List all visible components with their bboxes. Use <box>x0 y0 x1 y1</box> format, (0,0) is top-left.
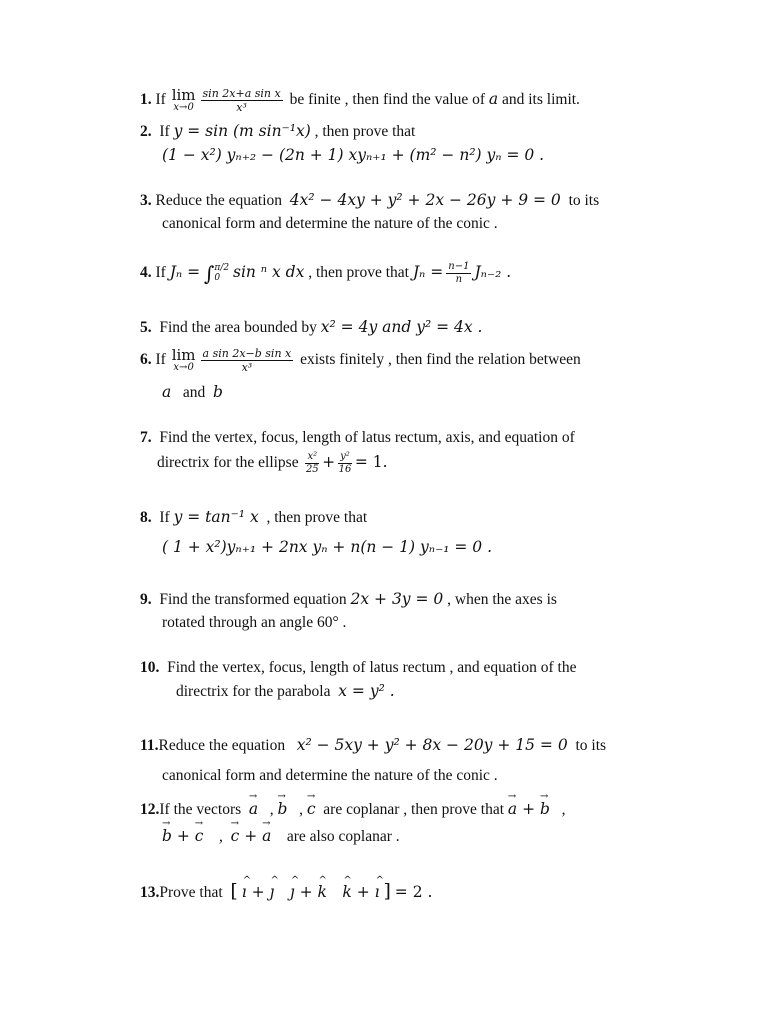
question-text: to its <box>575 737 607 754</box>
question-text: exists finitely , then find the relation between <box>300 351 581 369</box>
question-3 <box>140 193 599 209</box>
question-text: If <box>155 91 166 109</box>
question-number: 12. <box>140 801 160 818</box>
vector-a: → a <box>249 802 258 818</box>
math-expression: 4x² − 4xy + y² + 2x − 26y + 9 = 0 <box>289 191 561 209</box>
question-4 <box>140 262 511 285</box>
question-text: , then prove that <box>308 264 409 282</box>
question-text: directrix for the ellipse <box>157 454 299 472</box>
question-number: 3. <box>140 192 152 209</box>
unit-vector-k: ^ k <box>342 885 351 901</box>
question-6-line2 <box>162 385 223 401</box>
fraction: $\frac{\text{sin 2x+a sin x}}{\text{x³}}$ <box>202 87 281 114</box>
limit-expression: lim x→0 <box>171 346 196 373</box>
question-2 <box>140 124 415 140</box>
question-text: and its limit. <box>502 91 580 109</box>
question-text: be finite , then find the value of <box>289 91 485 109</box>
question-2-equation: (1 − x²) yₙ₊₂ − (2n + 1) xyₙ₊₁ + (m² − n²) yₙ = 0 . <box>162 146 545 164</box>
question-number: 6. <box>140 351 152 369</box>
question-1 <box>140 88 580 113</box>
question-7 <box>140 430 575 446</box>
question-text: , when the axes is <box>447 591 557 608</box>
question-text: and <box>182 384 206 401</box>
math-expression: y = sin (m sin⁻¹x) <box>173 122 311 140</box>
question-text: to its <box>568 192 600 209</box>
question-12: 12.If the vectors → a , → b , → c are coplanar , then prove that → a + → b , <box>140 802 565 818</box>
unit-vector-i: ^ ı <box>375 885 380 901</box>
vector-c: → c <box>231 829 240 845</box>
question-text: Find the area bounded by <box>159 319 317 336</box>
question-6 <box>140 348 581 373</box>
question-10 <box>140 660 576 676</box>
question-number: 7. <box>140 429 152 446</box>
question-text: Prove that <box>159 884 223 901</box>
question-number: 13. <box>140 884 160 901</box>
question-text: directrix for the parabola <box>176 683 331 700</box>
vector-c: → c <box>195 829 204 845</box>
question-3-line2: canonical form and determine the nature of the conic . <box>162 215 498 232</box>
math-expression: x² = 4y and y² = 4x . <box>320 318 483 336</box>
question-text: If <box>159 123 170 140</box>
vector-b: → b <box>162 829 172 845</box>
math-expression: Jₙ₋₂ . <box>474 263 512 282</box>
math-variable: b <box>213 383 223 401</box>
math-expression: x = y² . <box>338 682 395 700</box>
question-9 <box>140 592 557 608</box>
question-number: 2. <box>140 123 152 140</box>
vector-b: → b <box>278 802 288 818</box>
vector-a: → a <box>262 829 271 845</box>
question-text: Find the transformed equation <box>159 591 347 608</box>
math-expression: = 1. <box>354 453 388 472</box>
unit-vector-j: ^ ȷ <box>270 885 275 901</box>
question-text: are coplanar , then prove that <box>323 801 505 818</box>
question-8 <box>140 510 367 526</box>
fraction: $\frac{\text{y²}}{16}$ <box>338 451 352 475</box>
math-expression: x² − 5xy + y² + 8x − 20y + 15 = 0 <box>296 736 568 754</box>
question-number: 10. <box>140 659 160 676</box>
question-5 <box>140 320 482 336</box>
question-number: 11. <box>140 737 159 754</box>
question-12-line2: → b + → c , → c + → a are also coplanar . <box>162 829 400 845</box>
question-text: Find the vertex, focus, length of latus rectum , and equation of the <box>167 659 577 676</box>
question-text: , then prove that <box>314 123 416 140</box>
fraction: $\frac{\text{x²}}{25}$ <box>305 451 319 475</box>
question-number: 1. <box>140 91 152 109</box>
vector-a: → a <box>508 802 517 818</box>
question-text: If the vectors <box>159 801 242 818</box>
integral-limits: π/2 0 <box>214 263 230 283</box>
math-expression: Jₙ = <box>412 263 444 282</box>
limit-expression: lim x→0 <box>171 86 196 113</box>
unit-vector-k: ^ k <box>317 885 326 901</box>
math-expression: y = tan⁻¹ x <box>173 508 259 526</box>
question-13: 13.Prove that [ ^ ı + ^ ȷ ^ ȷ + ^ k ^ k + ^ ı ] = 2 . <box>140 882 432 901</box>
question-7-line2: directrix for the ellipse $\frac{\text{x²}}{25}$ + $\frac{\text{y²}}{16}$ = 1. <box>157 451 388 475</box>
math-expression: 2x + 3y = 0 <box>350 590 444 608</box>
unit-vector-j: ^ ȷ <box>290 885 295 901</box>
question-text: Find the vertex, focus, length of latus rectum, axis, and equation of <box>159 429 575 446</box>
vector-c: → c <box>307 802 316 818</box>
question-number: 5. <box>140 319 152 336</box>
unit-vector-i: ^ ı <box>242 885 247 901</box>
math-expression: = 2 . <box>394 883 433 901</box>
question-text: , then prove that <box>266 509 368 526</box>
question-text: If <box>155 264 166 282</box>
fraction: $\frac{n-1}{n}$ <box>448 261 470 285</box>
vector-b: → b <box>540 802 550 818</box>
question-number: 4. <box>140 264 152 282</box>
question-text: If <box>159 509 170 526</box>
question-text: If <box>155 351 166 369</box>
math-expression: Jₙ = <box>169 263 201 282</box>
question-text: Reduce the equation <box>155 192 283 209</box>
math-variable: a <box>488 90 499 109</box>
question-text: Reduce the equation <box>158 737 286 754</box>
integral-sign: ∫ <box>204 261 215 286</box>
question-10-line2 <box>176 684 395 700</box>
math-variable: a <box>162 383 172 401</box>
question-text: are also coplanar . <box>286 828 400 845</box>
question-9-line2: rotated through an angle 60° . <box>162 614 347 631</box>
math-expression: sin ⁿ x dx <box>232 263 305 282</box>
question-8-equation: ( 1 + x²)yₙ₊₁ + 2nx yₙ + n(n − 1) yₙ₋₁ = 0 . <box>162 538 493 556</box>
fraction: $\frac{\text{a sin 2x−b sin x}}{\text{x³}}$ <box>202 347 292 374</box>
question-11 <box>140 738 606 754</box>
question-number: 9. <box>140 591 152 608</box>
question-11-line2: canonical form and determine the nature of the conic . <box>162 767 498 784</box>
question-number: 8. <box>140 509 152 526</box>
